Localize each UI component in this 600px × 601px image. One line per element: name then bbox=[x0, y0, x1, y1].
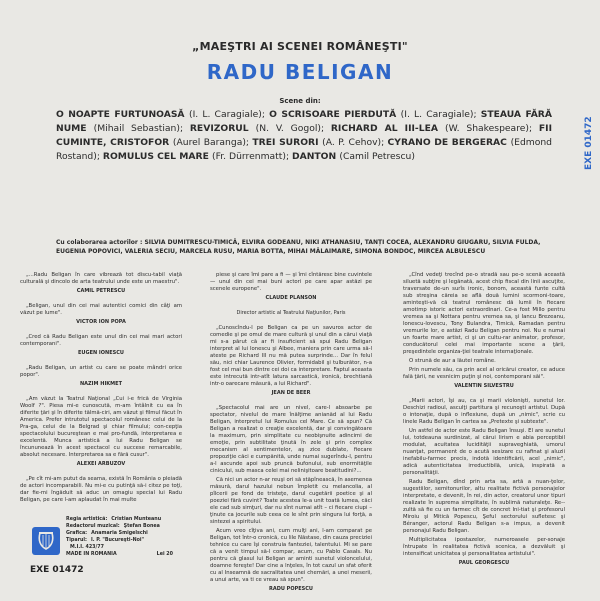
quote-paragraph: „Radu Beligan, un artist cu care se poate mândri orice popor". bbox=[20, 365, 182, 378]
quote-author: ALEXEI ARBUZOV bbox=[76, 461, 126, 467]
credit-value: I. P. "Bucureşti-Noi" bbox=[90, 538, 145, 543]
quote-author: PAUL GEORGESCU bbox=[458, 560, 510, 566]
quote-paragraph: Un astfel de actor este Radu Beligan însuşi. El are sunetul lui, totdeauna surdinizat, al cărui lirism e abia perceptibil modulat, acuitatea lucidităţii supraveghiată, umorul nuanţat, permanent de o acută sesizare cu rafinat şi aluzii inefabilu-farmec precis, indotă identificării, acel „nimic", adică autenticitatea irreductibilă, unică, inspirată a personalităţii. bbox=[403, 428, 565, 476]
quote-paragraph: „...Radu Beligan în care vibrează tot discu-tabil viaţă culturală şi dincolo de arta teatrului unde este un maestru". bbox=[20, 272, 182, 285]
scenes-label: Scene din: bbox=[279, 97, 321, 105]
credit-line bbox=[66, 551, 206, 558]
credit-line bbox=[66, 530, 206, 537]
credit-line bbox=[66, 523, 206, 530]
page-title: RADU BELIGAN bbox=[206, 60, 394, 84]
quote-paragraph: „Spectacolul mai are un nivel, care-l absoarbe pe spectator, nivelul de mare înălţime anianăd al lui Radu Beligan, interpretul lui Romulus cel Mare. Ce să spun? Că Beligan a realizat o creaţie excelentă, dar şi convingătoare la maximum, prin simplitate cu neobişnuite adincimi de emoţie, prin subtilitate ţinută în zele şi prin complex mecanism al sentimentelor, aş zice dublate, fiecare propoziţie căci e cumpănită, unde numai sugerîndu-l, pentru a-l ascunde apoi sub pruncă bufonului, sub enormităţile cinicului, sub masca celei mai nelinişitoare beatitudini?... bbox=[210, 405, 372, 474]
collaboration-credits bbox=[56, 239, 556, 256]
quote-paragraph: O strună de aur a lăutei române. bbox=[409, 358, 496, 364]
quote-author: RADU POPESCU bbox=[269, 586, 313, 592]
credit-label: Grafica: bbox=[66, 531, 88, 536]
scene-author: (Aurel Baranga); bbox=[172, 137, 253, 148]
credit-label: Tiparul: bbox=[66, 538, 87, 543]
scene-title: CYRANO DE BERGERAC bbox=[387, 137, 511, 148]
scene-title: TREI SURORI bbox=[252, 137, 323, 148]
scene-title: STEAUA FĂRĂ NUME bbox=[56, 109, 552, 134]
credit-label: Regia artistică: bbox=[66, 517, 108, 522]
scene-title: RICHARD AL III-LEA bbox=[330, 123, 446, 134]
scene-author: (A. P. Cehov); bbox=[322, 137, 388, 148]
quote-paragraph: Prin numele său, ca prin acel al oricărui creator, ce aduce fală ţării, ne vesnicim puţin şi noi, contemporani săi". bbox=[403, 367, 565, 380]
scene-title: O NOAPTE FURTUNOASĂ bbox=[56, 109, 189, 120]
collab-names: SILVIA DUMITRESCU-TIMICĂ, ELVIRA GODEANU, NIKI ATHANASIU, TANȚI COCEA, ALEXANDRU GIUGARU, SILVIA FULDA, EUGENIA POPOVICI, VALERIA SECIU, MARCELA RUSU, MARIA BOTTA, MIHAI MĂLAIMARE, SIMONA BONDOC, MIRCEA ALBULESCU bbox=[56, 239, 541, 255]
quote-paragraph: Că nici un actor n-ar reuşi ori să stăpînească, în asemenea măsură, darul hazului nebun împletit cu melancolia, al pîlcerii pe fond de tristeţe, darul cugetării poetice şi al poeziei fără cuvint? Toate acestea le-a unit toată lumea, căci ele cad sub simţuri, dar nu sînt numai atît – ci fiecare ciupi – ţinute ca jocurile sub ceea ce le sînt prin singura lui forţă, a sintezei a spiritului. bbox=[210, 477, 372, 525]
credit-line bbox=[66, 516, 206, 523]
credit-value: Lei 20 bbox=[156, 552, 173, 557]
quote-author: VICTOR ION POPA bbox=[76, 319, 126, 325]
scene-author: (Mihail Sebastian); bbox=[93, 123, 190, 134]
quote-paragraph: „Marii actori, îşi au, ca şi marii violonişti, sunetul lor. Deschizi radioul, asculţi partitura şi recunoşti artistul. După o intonaţie, după o inflexiune, după un „nimic", scrie cu linele Radu Beligan în cartea sa „Pretexte şi subtexte". bbox=[403, 398, 565, 425]
quote-paragraph: Multiplicitatea ipostazelor, numeroasele per-sonaje întrupate în realitatea fictivă scenica, a dezvăluit şi intensificat unicitatea şi personalitatea artistului". bbox=[403, 537, 565, 557]
scene-author: (I. L. Caragiale); bbox=[188, 109, 270, 120]
credit-line bbox=[66, 537, 206, 544]
quote-author: EUGEN IONESCU bbox=[78, 350, 124, 356]
catalog-number: EXE 01472 bbox=[30, 565, 84, 575]
scene-author: (Fr. Dürrenmatt); bbox=[212, 151, 292, 162]
production-credits bbox=[66, 516, 206, 558]
scene-title: FII CUMINTE, CRISTOFOR bbox=[56, 123, 553, 148]
scene-title: DANTON bbox=[291, 151, 340, 162]
quote-author: CLAUDE PLANSON bbox=[265, 295, 317, 301]
collab-label: Cu colaborarea actorilor : bbox=[56, 239, 143, 246]
quote-author: JEAN DE BEER bbox=[271, 390, 311, 396]
quote-paragraph: „Cunoscîndu-l pe Beligan ca pe un savuros actor de comedie şi pe omul de mare cultură şi unul din a cărui viaţă mi s-a părut că ar fi insuficient să spui Radu Beligan interpret al lui Ionescu şi Albee, maniera prin care urma să-l ateste pe Richard III nu mă putea surprinde... Dar în felul său, nici chiar Laurence Olivier, formidabil şi tulburător, n-a fost cel mai bun dintre cei doi ca interpretare. Faptul aceasta este intrecută intr-atît latura sarcastică, ironică, brechtiană intr-o oarecare măsură, a lui Richard". bbox=[210, 325, 373, 387]
spine-catalog-text: EXE 01472 bbox=[584, 116, 594, 170]
scene-author: (I. L. Caragiale); bbox=[400, 109, 481, 120]
quote-author: VALENTIN SILVESTRU bbox=[454, 383, 514, 389]
credit-label: Redactorul muzical: bbox=[66, 524, 120, 529]
scene-author: (W. Shakespeare); bbox=[445, 123, 539, 134]
quote-author: NAZIM HIKMET bbox=[80, 381, 122, 387]
scenes-list bbox=[56, 108, 552, 164]
credit-label: MADE IN ROMANIA bbox=[66, 552, 117, 557]
credit-line bbox=[66, 544, 206, 551]
scene-title: REVIZORUL bbox=[189, 123, 256, 134]
quote-paragraph: „Cînd vedeţi trecînd pe-o stradă sau pe-o scenă această siluetă subţire şi legănată, acest chip fiscal din linii ascuţite, traversate de-un surîs ironic, bonom, această funte cultă sub streşina căreia se află două lumini scormoni-toare, aminteşti-vă că teatrul românesc dă lumii în fiecare amotimp istoric actori extraordinari. Ce-a fost Millo pentru vremea sa şi Nottara pentru vremea sa, şi Iancu Brezeanu, Ionescu-lovescu, Tony Bulandra, Timică, Ramadan pentru vremurile lor, e astăzi Radu Beligan pentru noi. Nu e numai un foarte mare artist, ci şi un cultu-rar animator, profesor, conducătorul celei mai importante scene a ţării, preşedintele organiza-ţiei teatrale internaţionale. bbox=[403, 272, 565, 355]
scene-author: (Edmond Rostand); bbox=[56, 137, 553, 162]
credit-value: Cristian Munteanu bbox=[111, 517, 162, 522]
electrecord-lyre-icon bbox=[31, 526, 61, 556]
quote-paragraph: Radu Beligan, dînd prin arta sa, artă a nuan-ţelor, sugestiilor, semitonurilor, altu realitate fictivă personajelor interpretate, e devenit, în rei, din actor, creatorul unor tipuri realizate în suprema simplitate, în sublimă naturaleţe. Re-zultă să fie cu un farmec cît de concret Ini-tiat şi profesorul Miroiu şi Mitică Popescu, Şeful sectorului sufletesc şi Béranger, actorul Radu Beligan s-a impus, a devenit personajul Radu Beligan. bbox=[403, 479, 565, 534]
credit-value: Anamaria Smigelschi bbox=[91, 531, 148, 536]
quote-paragraph: „Pe cît mi-am putut da seama, există în România o pleiadă de actori incomparabili. Nu mi-e cu putinţă să-i citez pe toţi, dar fie-mi îngăduit să aduc un omagiu special lui Radu Beligan, pe care l-am aplaudat în mai multe bbox=[20, 476, 182, 503]
text-column-3 bbox=[403, 272, 565, 575]
credit-value: Ştefan Bonea bbox=[123, 524, 160, 529]
scene-author: (Camil Petrescu) bbox=[339, 151, 415, 162]
scene-title: ROMULUS CEL MARE bbox=[102, 151, 213, 162]
quote-paragraph: „Cred că Radu Beligan este unul din cei mai mari actori contemporani". bbox=[20, 334, 182, 347]
text-column-2 bbox=[210, 272, 372, 601]
quote-paragraph: piese şi care îmi pare a fi — şi îmi cîntăresc bine cuvintele — unul din cei mai buni actori pe care apar astăzi pe scenele europene". bbox=[210, 272, 372, 292]
quote-paragraph: Acum vreo cîţiva ani, cum mulţi ani, l-am comparat pe Beligan, tot într-o cronică, cu lile Năstase, din cauza preciziei tehnice cu care îşi construia fanteziei, talentului. Mi se pare că a venit timpul să-l compar, acum, cu Pablo Casals. Nu pentru că glasul lui Beligan ar aminti sunetul violoncelului, doamne fereşte! Dar cine a lnţeles, în tot cazul un sfat oferit cu al Inseamnă de sacralitatea unei chemări, a unei meserii, a unui arte, va ti ce vreau să spun". bbox=[210, 528, 372, 583]
scene-title: O SCRISOARE PIERDUTĂ bbox=[269, 109, 401, 120]
spine-catalog bbox=[568, 90, 594, 200]
quote-paragraph: „Beligan, unul din cei mai autentici comici din câţi am văzut pe lume". bbox=[20, 303, 182, 316]
quote-author-role: Director artistic al Teatrului Naţiunilor, Paris bbox=[236, 310, 346, 316]
quote-author: CAMIL PETRESCU bbox=[76, 288, 126, 294]
credit-value: M.I.I. 423/77 bbox=[70, 545, 104, 550]
quote-paragraph: „Am văzut la Teatrul Naţional „Cui i-e frică de Virginia Woolf ?". Piesa mi-e cunoscută, m-am întâlnit cu ea în diferite ţări şi în diferite tălmă-ciri, am văzut şi filmul făcut în America. Prefer intrutotul spectacolul românesc celui de la Pra-ga, celui de la Belgrad şi chiar filmului; con-cepţia spectacolului bucureştean e mai pro-fundă, interpretarea e excelentă. Munca artistică a lui Radu Beligan se încununează în acest spectacol cu succese remarcabile, absolut necesare. Interpretarea sa e fără cusur". bbox=[20, 396, 182, 458]
scene-author: (N. V. Gogol); bbox=[255, 123, 331, 134]
series-title: „MAEŞTRI AI SCENEI ROMÂNEŞTI" bbox=[192, 40, 408, 53]
text-column-1 bbox=[20, 272, 182, 506]
